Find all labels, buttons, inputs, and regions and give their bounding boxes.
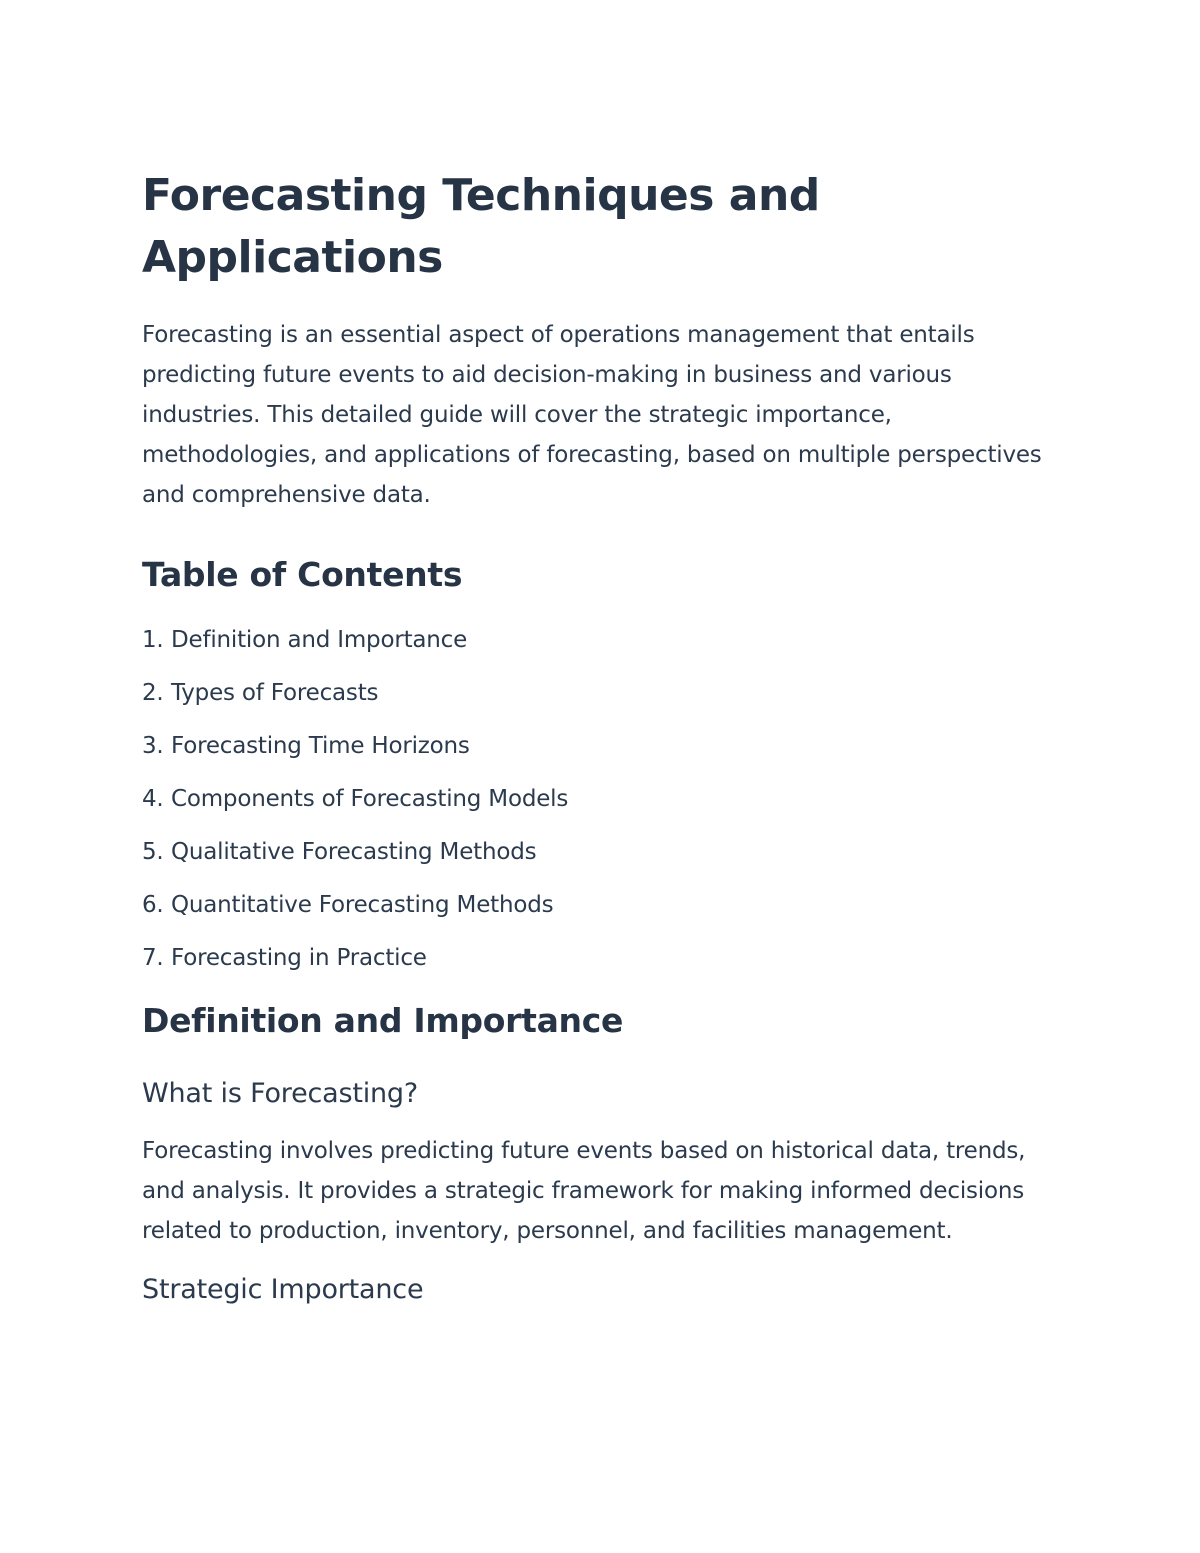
document-page	[142, 165, 1072, 1309]
toc-item-number: 3.	[142, 733, 164, 759]
toc-item-number: 4.	[142, 786, 164, 812]
toc-heading: Table of Contents	[142, 555, 463, 594]
toc-item-number: 7.	[142, 945, 164, 971]
toc-item-label: Components of Forecasting Models	[171, 786, 569, 812]
subsection-heading: Strategic Importance	[142, 1274, 424, 1305]
toc-item-label: Quantitative Forecasting Methods	[171, 892, 554, 918]
toc-item-label: Definition and Importance	[171, 627, 468, 653]
toc-item[interactable]	[142, 892, 1072, 918]
toc-item-label: Qualitative Forecasting Methods	[171, 839, 537, 865]
toc-item[interactable]	[142, 733, 1072, 759]
toc-item-number: 2.	[142, 680, 164, 706]
toc-item-label: Forecasting in Practice	[171, 945, 427, 971]
toc-item-number: 6.	[142, 892, 164, 918]
toc-item[interactable]	[142, 627, 1072, 653]
document-title: Forecasting Techniques and Applications	[142, 170, 820, 283]
toc-item-label: Types of Forecasts	[171, 680, 379, 706]
toc-item[interactable]	[142, 680, 1072, 706]
toc-item-number: 5.	[142, 839, 164, 865]
toc-item-label: Forecasting Time Horizons	[171, 733, 470, 759]
toc-item-number: 1.	[142, 627, 164, 653]
section-heading: Definition and Importance	[142, 1001, 624, 1040]
toc-item[interactable]	[142, 839, 1072, 865]
table-of-contents	[142, 627, 1072, 971]
subsection-heading: What is Forecasting?	[142, 1078, 419, 1109]
intro-paragraph: Forecasting is an essential aspect of operations management that entails predicting future events to aid decision-making in business and various industries. This detailed guide will cover the strategic importance, methodologies, and applications of forecasting, based on multiple perspectives and comprehensive data.	[142, 322, 1042, 508]
toc-item[interactable]	[142, 786, 1072, 812]
body-paragraph: Forecasting involves predicting future events based on historical data, trends, and analysis. It provides a strategic framework for making informed decisions related to production, inventory, personnel, and facilities management.	[142, 1138, 1026, 1244]
toc-item[interactable]	[142, 945, 1072, 971]
